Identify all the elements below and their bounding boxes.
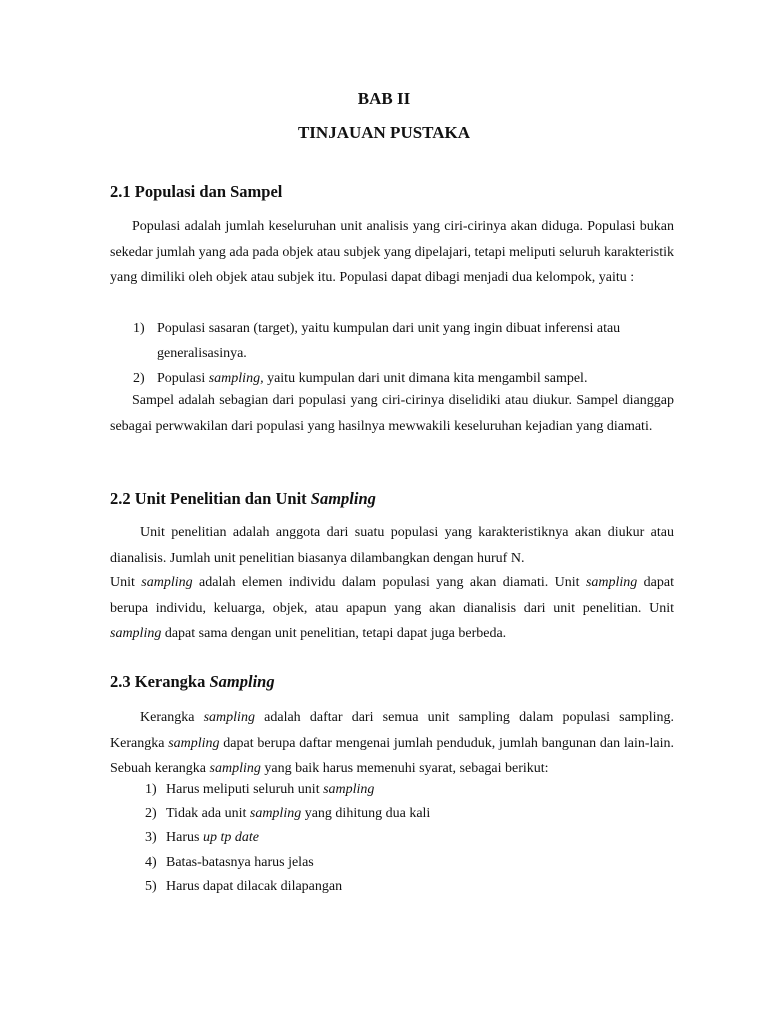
list-item: 5) Harus dapat dilacak dilapangan — [145, 874, 342, 900]
list-number: 5) — [145, 879, 157, 894]
list-item-continuation: generalisasinya. — [157, 346, 247, 361]
list-number: 1) — [133, 321, 145, 336]
section-heading-2-3: 2.3 Kerangka Sampling — [110, 672, 275, 691]
section3-paragraph-1: Kerangka sampling adalah daftar dari semua unit sampling dalam populasi sampling. Kerangka sampling dapat berupa daftar mengenai jumlah penduduk, jumlah bangunan dan lain-lain. Sebuah kerangka sampling yang baik harus memenuhi syarat, sebagai berikut: — [110, 710, 674, 777]
list-number: 2) — [133, 371, 145, 386]
list-item: 2) Tidak ada unit sampling yang dihitung dua kali — [145, 801, 430, 827]
section-heading-2-2: 2.2 Unit Penelitian dan Unit Sampling — [110, 489, 376, 508]
list-item: 3) Harus up tp date — [145, 825, 259, 851]
list-item: 2) Populasi sampling, yaitu kumpulan dari unit dimana kita mengambil sampel. — [133, 366, 587, 392]
section-heading-2-1: 2.1 Populasi dan Sampel — [110, 182, 283, 201]
list-number: 4) — [145, 855, 157, 870]
list-item: 1) Harus meliputi seluruh unit sampling — [145, 777, 374, 803]
list-number: 1) — [145, 782, 157, 797]
chapter-title: TINJAUAN PUSTAKA — [297, 123, 471, 142]
list-number: 2) — [145, 806, 157, 821]
list-item: 4) Batas-batasnya harus jelas — [145, 850, 314, 876]
list-item — [133, 316, 620, 342]
chapter-label: BAB II — [357, 89, 411, 108]
list-number: 3) — [145, 830, 157, 845]
list-text: Populasi sasaran (target), yaitu kumpulan dari unit yang ingin dibuat inferensi atau — [157, 321, 621, 336]
section2-paragraph-1: Unit penelitian adalah anggota dari suatu populasi yang karakteristiknya akan diukur atau dianalisis. Jumlah unit penelitian biasanya dilambangkan dengan huruf N. — [110, 525, 674, 566]
section2-paragraph-2: Unit sampling adalah elemen individu dalam populasi yang akan diamati. Unit sampling dapat berupa individu, keluarga, objek, atau apapun yang akan dianalisis dari unit penelitian. Unit sampling dapat sama dengan unit penelitian, tetapi dapat juga berbeda. — [110, 575, 674, 642]
section1-paragraph-1: Populasi adalah jumlah keseluruhan unit analisis yang ciri-cirinya akan diduga. Populasi bukan sekedar jumlah yang ada pada objek atau subjek yang dipelajari, tetapi meliputi seluruh karakteristik yang dimiliki oleh objek atau subjek itu. Populasi dapat dibagi menjadi dua kelompok, yaitu : — [110, 219, 674, 286]
section1-paragraph-2: Sampel adalah sebagian dari populasi yang ciri-cirinya diselidiki atau diukur. Sampel dianggap sebagai perwwakilan dari populasi yang hasilnya mewwakili keseluruhan kejadian yang diamati. — [110, 393, 674, 434]
